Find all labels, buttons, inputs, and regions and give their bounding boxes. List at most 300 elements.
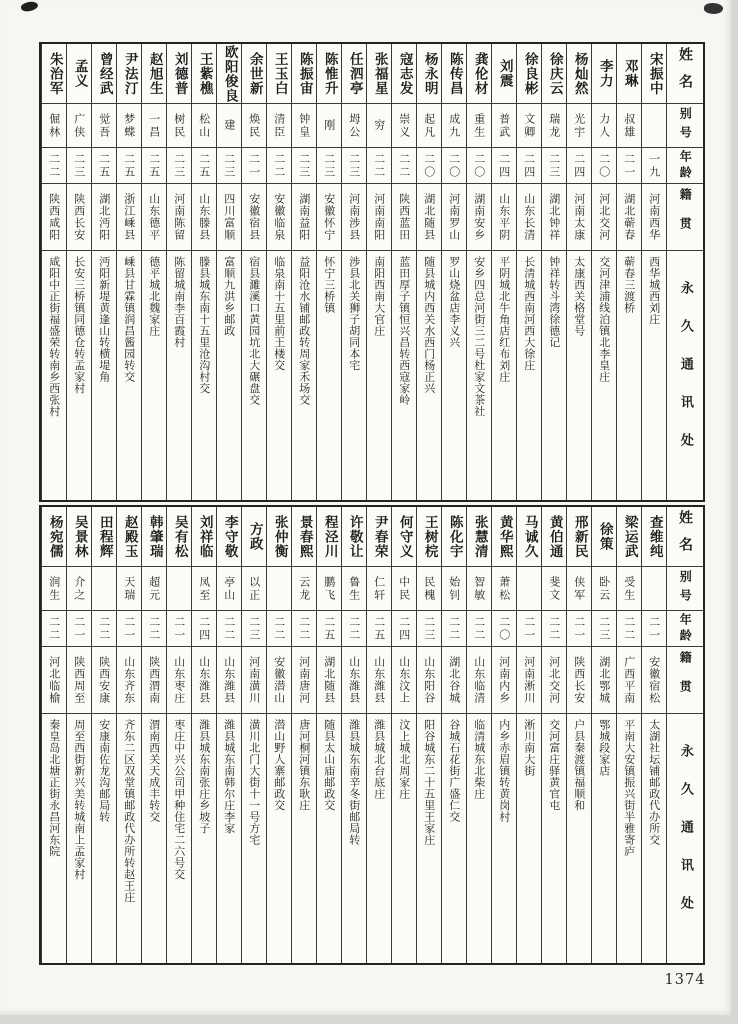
- person-age: 二一: [117, 610, 141, 646]
- person-address: 蕲春三渡桥: [617, 250, 641, 500]
- person-column: [166, 507, 191, 963]
- person-column: [166, 44, 191, 500]
- person-address: 阳谷城东二十五里王家庄: [417, 713, 441, 963]
- person-column: [566, 507, 591, 963]
- person-name: 王玉白: [271, 51, 288, 96]
- person-column: [466, 507, 491, 963]
- person-alias: 受生: [617, 566, 641, 610]
- person-native-place: 陕西咸阳: [42, 183, 66, 250]
- person-alias: 普武: [492, 103, 516, 147]
- person-column: [391, 507, 416, 963]
- person-column: [516, 44, 541, 500]
- person-native-place: 山东长清: [517, 183, 541, 250]
- person-alias: 以正: [242, 566, 266, 610]
- person-name: 尹法汀: [121, 51, 138, 96]
- person-age: 二四: [492, 147, 516, 183]
- person-alias: 焕民: [242, 103, 266, 147]
- person-alias: [92, 566, 116, 610]
- person-column: [391, 44, 416, 500]
- person-native-place: 陕西蓝田: [392, 183, 416, 250]
- scan-artifact-top-right: [703, 2, 723, 16]
- person-alias: [517, 566, 541, 610]
- header-alias: 别号: [667, 103, 703, 147]
- person-alias: 智敏: [467, 566, 491, 610]
- roster-header-column: [666, 507, 703, 963]
- person-native-place: 河北交河: [592, 183, 616, 250]
- person-alias: 觉吾: [92, 103, 116, 147]
- person-alias: [167, 566, 191, 610]
- person-alias: 萧松: [492, 566, 516, 610]
- person-native-place: 安徽宿松: [642, 646, 666, 713]
- person-alias: 倔林: [42, 103, 66, 147]
- person-native-place: 湖北鄂城: [592, 646, 616, 713]
- person-name: 徐良彬: [521, 51, 538, 96]
- person-name: 陈化宇: [446, 514, 463, 559]
- person-age: 二二: [42, 610, 66, 646]
- person-column: [141, 44, 166, 500]
- person-column: [566, 44, 591, 500]
- person-address: 嵊县甘霖镇润昌酱园转交: [117, 250, 141, 500]
- header-native-place: 籍贯: [667, 183, 703, 250]
- person-column: [291, 44, 316, 500]
- person-address: 平南大安镇振兴街半雅寄庐: [617, 713, 641, 963]
- person-column: [616, 44, 641, 500]
- person-column: [341, 44, 366, 500]
- person-address: 齐东二区双堂镇邮政代办所转赵王庄: [117, 713, 141, 963]
- person-native-place: 陕西长安: [567, 646, 591, 713]
- person-alias: 坶公: [342, 103, 366, 147]
- person-column: [441, 44, 466, 500]
- person-column: [341, 507, 366, 963]
- person-name: 王树梡: [421, 514, 438, 559]
- person-native-place: 安徽宿县: [242, 183, 266, 250]
- person-name: 韩肇瑞: [146, 514, 163, 559]
- person-column: [116, 44, 141, 500]
- person-alias: 始钊: [442, 566, 466, 610]
- person-column: [266, 507, 291, 963]
- person-alias: 卧云: [592, 566, 616, 610]
- person-age: 二四: [517, 147, 541, 183]
- person-address: 渭南西关天成丰转交: [142, 713, 166, 963]
- person-age: 二三: [592, 610, 616, 646]
- person-name: 余世新: [246, 51, 263, 96]
- person-native-place: 安徽潜山: [267, 646, 291, 713]
- person-column: [41, 507, 66, 963]
- person-column: [191, 507, 216, 963]
- person-native-place: 湖北随县: [417, 183, 441, 250]
- person-alias: 梦蝶: [117, 103, 141, 147]
- person-address: 潍县城东南辛冬街邮局转: [342, 713, 366, 963]
- person-name: 曾经武: [96, 51, 113, 96]
- person-address: 交河津浦线泊镇北李皇庄: [592, 250, 616, 500]
- person-alias: 瑞龙: [542, 103, 566, 147]
- header-address: 永久通讯处: [667, 713, 703, 963]
- header-alias: 别号: [667, 566, 703, 610]
- person-native-place: 湖北谷城: [442, 646, 466, 713]
- person-column: [266, 44, 291, 500]
- person-age: 二五: [142, 147, 166, 183]
- person-age: 二五: [317, 610, 341, 646]
- person-age: 二四: [392, 610, 416, 646]
- person-alias: 成九: [442, 103, 466, 147]
- person-address: 西华城西刘庄: [642, 250, 666, 500]
- person-alias: 叔雄: [617, 103, 641, 147]
- person-address: 富顺九洪乡邮政: [217, 250, 241, 500]
- person-age: 二四: [192, 610, 216, 646]
- person-address: 潍县城北台底庄: [367, 713, 391, 963]
- person-column: [291, 507, 316, 963]
- person-column: [616, 507, 641, 963]
- person-column: [216, 507, 241, 963]
- person-name: 欧阳俊良: [221, 44, 238, 103]
- person-age: 二二: [217, 610, 241, 646]
- person-name: 徐庆云: [546, 51, 563, 96]
- person-age: 二一: [67, 610, 91, 646]
- person-age: 二二: [142, 610, 166, 646]
- person-native-place: 陕西渭南: [142, 646, 166, 713]
- person-address: 长清城西南河西大徐庄: [517, 250, 541, 500]
- person-alias: 一昌: [142, 103, 166, 147]
- person-alias: 文卿: [517, 103, 541, 147]
- person-name: 陈振宙: [296, 51, 313, 96]
- person-column: [191, 44, 216, 500]
- person-column: [491, 44, 516, 500]
- person-alias: 力人: [592, 103, 616, 147]
- person-age: 二五: [367, 610, 391, 646]
- person-age: 二三: [242, 610, 266, 646]
- person-alias: 凤至: [192, 566, 216, 610]
- person-name: 龚伦材: [471, 51, 488, 96]
- person-name: 尹春荣: [371, 514, 388, 559]
- person-address: 太湖社坛铺邮政代办所交: [642, 713, 666, 963]
- person-address: 沔阳新堤黄逢山转横堤角: [92, 250, 116, 500]
- person-alias: 中民: [392, 566, 416, 610]
- person-native-place: 河南罗山: [442, 183, 466, 250]
- person-name: 朱治军: [46, 51, 63, 96]
- person-name: 徐策: [596, 522, 613, 551]
- person-alias: 松山: [192, 103, 216, 147]
- person-address: 枣庄中兴公司甲种住宅二六号交: [167, 713, 191, 963]
- person-native-place: 山东阳谷: [417, 646, 441, 713]
- person-native-place: 河南内乡: [492, 646, 516, 713]
- person-address: 鄂城段家店: [592, 713, 616, 963]
- person-column: [591, 507, 616, 963]
- person-address: 临泉南十五里前王楼交: [267, 250, 291, 500]
- person-age: 二五: [117, 147, 141, 183]
- person-column: [91, 44, 116, 500]
- person-age: 二四: [567, 147, 591, 183]
- person-age: 二二: [392, 147, 416, 183]
- person-name: 张慧清: [471, 514, 488, 559]
- person-address: 长安三桥镇同德仓转孟家村: [67, 250, 91, 500]
- person-age: 二三: [542, 147, 566, 183]
- person-alias: 仁轩: [367, 566, 391, 610]
- person-native-place: 山东临清: [467, 646, 491, 713]
- person-address: 唐河桐河镇东耿庄: [292, 713, 316, 963]
- person-address: 平阴城北牛角店红布刘庄: [492, 250, 516, 500]
- person-alias: 刚: [317, 103, 341, 147]
- person-name: 任泗亭: [346, 51, 363, 96]
- person-age: 二三: [417, 610, 441, 646]
- person-native-place: 山东潍县: [217, 646, 241, 713]
- person-age: 二二: [617, 610, 641, 646]
- person-age: 二三: [167, 147, 191, 183]
- person-name: 方政: [246, 522, 263, 551]
- person-age: 二〇: [467, 147, 491, 183]
- person-native-place: 陕西周至: [67, 646, 91, 713]
- person-name: 邓琳: [621, 59, 638, 88]
- person-name: 赵殿玉: [121, 514, 138, 559]
- person-name: 陈传昌: [446, 51, 463, 96]
- person-native-place: 山东平阴: [492, 183, 516, 250]
- person-age: 二三: [67, 147, 91, 183]
- person-name: 张福星: [371, 51, 388, 96]
- person-native-place: 山东齐东: [117, 646, 141, 713]
- person-address: 谷城石花街广盛仁交: [442, 713, 466, 963]
- person-column: [591, 44, 616, 500]
- person-column: [466, 44, 491, 500]
- person-column: [316, 507, 341, 963]
- person-age: 二二: [367, 147, 391, 183]
- person-column: [366, 507, 391, 963]
- person-column: [216, 44, 241, 500]
- person-native-place: 安徽临泉: [267, 183, 291, 250]
- person-address: 户县秦渡镇福顺和: [567, 713, 591, 963]
- person-name: 黄伯通: [546, 514, 563, 559]
- person-alias: 云龙: [292, 566, 316, 610]
- person-address: 临清城东北柴庄: [467, 713, 491, 963]
- person-name: 黄华熙: [496, 514, 513, 559]
- person-native-place: 湖北沔阳: [92, 183, 116, 250]
- person-alias: [267, 566, 291, 610]
- person-native-place: 河北临榆: [42, 646, 66, 713]
- header-native-place: 籍贯: [667, 646, 703, 713]
- person-native-place: 河南淅川: [517, 646, 541, 713]
- person-name: 马诚久: [521, 514, 538, 559]
- person-column: [541, 507, 566, 963]
- person-name: 程泾川: [321, 514, 338, 559]
- person-alias: 重生: [467, 103, 491, 147]
- person-native-place: 山东潍县: [367, 646, 391, 713]
- person-column: [241, 507, 266, 963]
- person-age: 二五: [92, 147, 116, 183]
- person-address: 交河富庄驿黄官屯: [542, 713, 566, 963]
- header-name: 姓名: [677, 46, 693, 101]
- person-age: 一九: [642, 147, 666, 183]
- person-column: [41, 44, 66, 500]
- person-native-place: 河南太康: [567, 183, 591, 250]
- person-address: 潢川北门大街十一号方宅: [242, 713, 266, 963]
- person-address: 随县城内西关水西门杨正兴: [417, 250, 441, 500]
- person-address: 潍县城东南韩尔庄李家: [217, 713, 241, 963]
- person-alias: 斐文: [542, 566, 566, 610]
- person-age: 二〇: [592, 147, 616, 183]
- person-age: 二〇: [492, 610, 516, 646]
- person-name: 张仲衡: [271, 514, 288, 559]
- person-name: 陈惟升: [321, 51, 338, 96]
- person-name: 梁运武: [621, 514, 638, 559]
- person-name: 查维纯: [646, 514, 663, 559]
- person-alias: 天瑞: [117, 566, 141, 610]
- person-address: 涉县北关狮子胡同本宅: [342, 250, 366, 500]
- person-native-place: 陕西安康: [92, 646, 116, 713]
- person-age: 二二: [292, 610, 316, 646]
- person-column: [416, 507, 441, 963]
- person-column: [641, 507, 666, 963]
- person-address: 安康南佐龙沟邮局转: [92, 713, 116, 963]
- header-address: 永久通讯处: [667, 250, 703, 500]
- person-native-place: 河南陈留: [167, 183, 191, 250]
- person-alias: [642, 103, 666, 147]
- person-name: 杨灿然: [571, 51, 588, 96]
- person-column: [516, 507, 541, 963]
- person-age: 二二: [42, 147, 66, 183]
- person-native-place: 山东汶上: [392, 646, 416, 713]
- person-native-place: 山东滕县: [192, 183, 216, 250]
- person-address: 滕县城东南十五里沧沟村交: [192, 250, 216, 500]
- person-age: 二二: [267, 610, 291, 646]
- person-column: [91, 507, 116, 963]
- person-age: 二〇: [442, 147, 466, 183]
- person-name: 刘震: [496, 59, 513, 88]
- person-name: 许敬让: [346, 514, 363, 559]
- person-address: 陈留城南李百霞村: [167, 250, 191, 500]
- person-alias: 侠军: [567, 566, 591, 610]
- person-column: [66, 507, 91, 963]
- person-alias: 广侠: [67, 103, 91, 147]
- person-alias: 介之: [67, 566, 91, 610]
- person-address: 宿县濉溪口黄园坑北大碾盘交: [242, 250, 266, 500]
- person-address: 咸阳中正街福盛荣转南乡西张村: [42, 250, 66, 500]
- person-name: 宋振中: [646, 51, 663, 96]
- person-native-place: 四川富顺: [217, 183, 241, 250]
- person-alias: 起凡: [417, 103, 441, 147]
- person-name: 王紫樵: [196, 51, 213, 96]
- person-age: 二三: [342, 147, 366, 183]
- person-alias: 亭山: [217, 566, 241, 610]
- person-column: [116, 507, 141, 963]
- person-address: 钟祥转斗湾徐德记: [542, 250, 566, 500]
- person-address: 潜山野人寨邮政交: [267, 713, 291, 963]
- person-address: 汶上城北周家庄: [392, 713, 416, 963]
- person-native-place: 山东枣庄: [167, 646, 191, 713]
- person-age: 二一: [242, 147, 266, 183]
- person-age: 二一: [617, 147, 641, 183]
- person-column: [366, 44, 391, 500]
- person-native-place: 湖北蕲春: [617, 183, 641, 250]
- person-native-place: 陕西长安: [67, 183, 91, 250]
- person-native-place: 湖北钟祥: [542, 183, 566, 250]
- person-name: 刘德普: [171, 51, 188, 96]
- person-age: 二二: [92, 610, 116, 646]
- person-age: 二三: [292, 147, 316, 183]
- person-age: 二一: [642, 610, 666, 646]
- person-native-place: 山东德平: [142, 183, 166, 250]
- person-address: 罗山烧盆店李义兴: [442, 250, 466, 500]
- person-alias: 鹏飞: [317, 566, 341, 610]
- person-address: 秦皇岛北塘正街永昌河东院: [42, 713, 66, 963]
- person-native-place: 广西平南: [617, 646, 641, 713]
- person-column: [141, 507, 166, 963]
- person-name: 景春熙: [296, 514, 313, 559]
- person-native-place: 河南涉县: [342, 183, 366, 250]
- person-address: 蓝田厚子镇恒兴昌转西寇家岭: [392, 250, 416, 500]
- person-name: 吴有松: [171, 514, 188, 559]
- person-native-place: 河北交河: [542, 646, 566, 713]
- person-column: [541, 44, 566, 500]
- header-age: 年龄: [667, 147, 703, 183]
- person-column: [641, 44, 666, 500]
- roster-header-column: [666, 44, 703, 500]
- person-age: 二〇: [417, 147, 441, 183]
- person-age: 二二: [467, 610, 491, 646]
- person-address: 潍县城东南张庄乡坡子: [192, 713, 216, 963]
- person-alias: [642, 566, 666, 610]
- person-age: 二三: [317, 147, 341, 183]
- person-age: 二一: [167, 610, 191, 646]
- person-address: 太康西关格堂号: [567, 250, 591, 500]
- person-column: [241, 44, 266, 500]
- person-native-place: 河南南阳: [367, 183, 391, 250]
- person-alias: 建: [217, 103, 241, 147]
- roster-table-top: [39, 42, 705, 502]
- header-name: 姓名: [677, 509, 693, 564]
- person-alias: 钟皇: [292, 103, 316, 147]
- person-alias: 超元: [142, 566, 166, 610]
- person-native-place: 湖北随县: [317, 646, 341, 713]
- person-age: 二二: [267, 147, 291, 183]
- person-alias: 崇义: [392, 103, 416, 147]
- person-native-place: 湖南益阳: [292, 183, 316, 250]
- person-native-place: 山东潍县: [342, 646, 366, 713]
- person-address: 安乡四总河街三二号杜家文茶社: [467, 250, 491, 500]
- person-name: 刘祥临: [196, 514, 213, 559]
- person-column: [441, 507, 466, 963]
- page-number: 1374: [664, 972, 706, 988]
- person-native-place: 浙江嵊县: [117, 183, 141, 250]
- person-age: 二五: [192, 147, 216, 183]
- person-age: 二三: [217, 147, 241, 183]
- person-address: 内乡赤眉镇转黄岗村: [492, 713, 516, 963]
- person-column: [416, 44, 441, 500]
- person-address: 随县太山庙邮政交: [317, 713, 341, 963]
- person-native-place: 湖南安乡: [467, 183, 491, 250]
- person-column: [491, 507, 516, 963]
- person-age: 二一: [517, 610, 541, 646]
- person-age: 二二: [342, 610, 366, 646]
- person-native-place: 安徽怀宁: [317, 183, 341, 250]
- person-age: 二二: [442, 610, 466, 646]
- person-native-place: 河南潢川: [242, 646, 266, 713]
- person-native-place: 河南西华: [642, 183, 666, 250]
- person-alias: 光宇: [567, 103, 591, 147]
- person-age: 二二: [542, 610, 566, 646]
- person-address: 益阳沧水铺邮政转周家禾场交: [292, 250, 316, 500]
- person-alias: 民槐: [417, 566, 441, 610]
- person-name: 李守敬: [221, 514, 238, 559]
- person-name: 孟义: [71, 59, 88, 88]
- person-name: 杨永明: [421, 51, 438, 96]
- person-address: 德平城北魏家庄: [142, 250, 166, 500]
- person-alias: 润生: [42, 566, 66, 610]
- person-name: 吴景林: [71, 514, 88, 559]
- person-address: 南阳西南大官庄: [367, 250, 391, 500]
- person-column: [316, 44, 341, 500]
- person-alias: 清臣: [267, 103, 291, 147]
- person-native-place: 河南唐河: [292, 646, 316, 713]
- person-name: 寇志发: [396, 51, 413, 96]
- person-alias: 穷: [367, 103, 391, 147]
